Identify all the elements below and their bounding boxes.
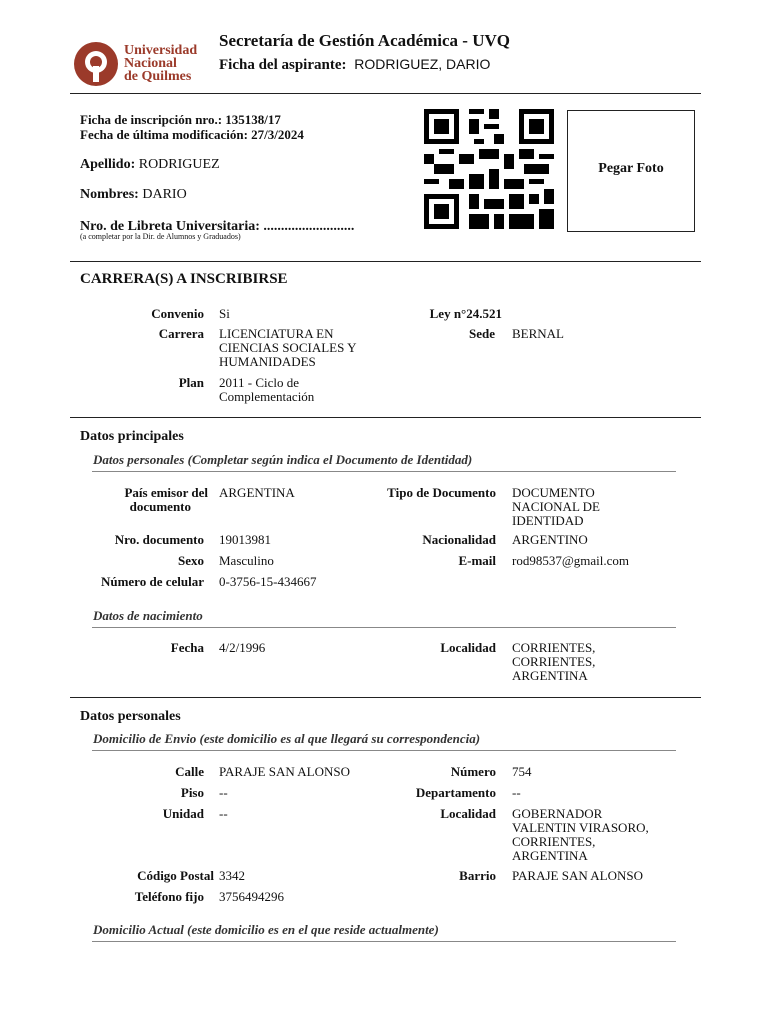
apellido-line: Apellido: RODRIGUEZ	[80, 157, 220, 172]
carrera-value: LICENCIATURA EN CIENCIAS SOCIALES Y HUMANIDADES	[219, 326, 357, 369]
tipo-doc-value: DOCUMENTO NACIONAL DE IDENTIDAD	[512, 485, 600, 528]
piso-label: Piso	[180, 785, 204, 800]
localidad-nac-label: Localidad	[440, 640, 496, 655]
numero-label: Número	[450, 764, 496, 779]
libreta-line: Nro. de Libreta Universitaria: ..........................	[80, 219, 355, 234]
pais-label: País emisor del documento	[124, 485, 208, 514]
convenio-label: Convenio	[151, 306, 204, 321]
envio-subtitle: Domicilio de Envio (este domicilio es al que llegará su correspondencia)	[93, 731, 481, 746]
tipo-doc-label: Tipo de Documento	[387, 485, 496, 500]
unidad-value: --	[219, 806, 228, 821]
carrera-label: Carrera	[158, 326, 204, 341]
page-title: Secretaría de Gestión Académica - UVQ	[219, 31, 510, 50]
sede-label: Sede	[469, 326, 495, 341]
barrio-value: PARAJE SAN ALONSO	[512, 868, 643, 883]
plan-label: Plan	[178, 375, 204, 390]
telefono-value: 3756494296	[219, 889, 284, 904]
qr-code	[424, 108, 554, 230]
celular-label: Número de celular	[100, 574, 204, 589]
applicant-label: Ficha del aspirante:	[219, 57, 347, 73]
actual-subtitle: Domicilio Actual (este domicilio es en el que reside actualmente)	[93, 922, 439, 937]
divider	[92, 471, 676, 472]
localidad-label: Localidad	[440, 806, 496, 821]
divider	[92, 941, 676, 942]
localidad-nac-value: CORRIENTES, CORRIENTES, ARGENTINA	[512, 640, 596, 683]
applicant-line	[219, 56, 490, 74]
photo-box	[567, 110, 695, 232]
localidad-value: GOBERNADOR VALENTIN VIRASORO, CORRIENTES, ARGENTINA	[512, 806, 649, 863]
university-logo	[72, 40, 120, 88]
barrio-label: Barrio	[459, 868, 496, 883]
convenio-value: Si	[219, 306, 230, 321]
fecha-nac-label: Fecha	[170, 640, 204, 655]
pais-value: ARGENTINA	[219, 485, 295, 500]
personales-title: Datos personales	[80, 709, 181, 724]
photo-placeholder: Pegar Foto	[598, 161, 664, 176]
nro-doc-label: Nro. documento	[114, 532, 204, 547]
divider	[70, 697, 701, 698]
sexo-label: Sexo	[178, 553, 204, 568]
numero-value: 754	[512, 764, 532, 779]
principales-subtitle: Datos personales (Completar según indica el Documento de Identidad)	[93, 452, 473, 467]
divider	[92, 627, 676, 628]
ley-label: Ley n°24.521	[429, 306, 502, 321]
nombres-line: Nombres: DARIO	[80, 187, 187, 202]
celular-value: 0-3756-15-434667	[219, 574, 317, 589]
piso-value: --	[219, 785, 228, 800]
email-value: rod98537@gmail.com	[512, 553, 630, 568]
calle-label: Calle	[175, 764, 204, 779]
nacionalidad-value: ARGENTINO	[512, 532, 588, 547]
nacimiento-subtitle: Datos de nacimiento	[93, 608, 203, 623]
fecha-nac-value: 4/2/1996	[219, 640, 266, 655]
carrera-title: CARRERA(S) A INSCRIBIRSE	[80, 271, 288, 287]
divider	[70, 417, 701, 418]
depto-label: Departamento	[415, 785, 496, 800]
nro-doc-value: 19013981	[219, 532, 271, 547]
applicant-name: RODRIGUEZ, DARIO	[354, 56, 491, 72]
sexo-value: Masculino	[219, 553, 274, 568]
plan-value: 2011 - Ciclo de Complementación	[219, 375, 315, 404]
depto-value: --	[512, 785, 521, 800]
calle-value: PARAJE SAN ALONSO	[219, 764, 350, 779]
divider	[70, 93, 701, 94]
libreta-note: (a completar por la Dir. de Alumnos y Graduados)	[80, 232, 241, 241]
divider	[70, 261, 701, 262]
divider	[92, 750, 676, 751]
sede-value: BERNAL	[512, 326, 564, 341]
cp-value: 3342	[219, 868, 245, 883]
unidad-label: Unidad	[162, 806, 204, 821]
logo-text: Universidad Nacional de Quilmes	[124, 43, 198, 84]
email-label: E-mail	[458, 553, 496, 568]
nacionalidad-label: Nacionalidad	[422, 532, 496, 547]
ficha-nro: Ficha de inscripción nro.: 135138/17	[80, 112, 281, 127]
cp-label: Código Postal	[137, 868, 214, 883]
principales-title: Datos principales	[80, 429, 184, 444]
telefono-label: Teléfono fijo	[134, 889, 204, 904]
ficha-modificacion: Fecha de última modificación: 27/3/2024	[80, 127, 304, 142]
